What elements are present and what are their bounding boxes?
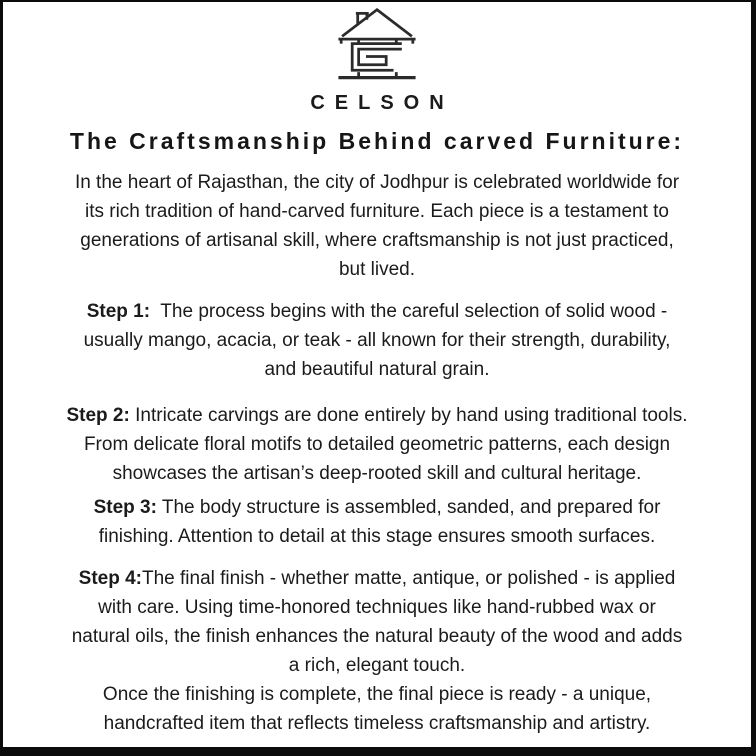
house-monogram-icon (331, 6, 423, 85)
step-3-text: The body structure is assembled, sanded, and prepared for (156, 497, 661, 518)
closing-paragraph (3, 680, 751, 738)
step-1-label: Step 1: (86, 301, 151, 322)
step-4-paragraph (3, 564, 751, 680)
text-line: natural oils, the finish enhances the natural beauty of the wood and adds (71, 626, 683, 647)
text-line: with care. Using time-honored techniques like hand-rubbed wax or (98, 597, 656, 618)
text-line: showcases the artisan’s deep-rooted skill and cultural heritage. (112, 463, 642, 484)
step-1-paragraph (3, 297, 751, 384)
text-line: a rich, elegant touch. (288, 655, 466, 676)
roof-icon (342, 10, 412, 37)
step-2-label: Step 2: (66, 405, 130, 426)
text-line: usually mango, acacia, or teak - all known for their strength, durability, (83, 330, 671, 351)
step-2-paragraph (3, 401, 751, 488)
text-line: but lived. (338, 259, 416, 280)
text-line: finishing. Attention to detail at this stage ensures smooth surfaces. (98, 526, 656, 547)
text-line: Once the finishing is complete, the final piece is ready - a unique, (102, 684, 652, 705)
step-4-label: Step 4: (78, 568, 142, 589)
intro-paragraph (3, 168, 751, 284)
brand-logo (3, 6, 751, 85)
step-4-text: The final finish - whether matte, antique, or polished - is applied (142, 568, 676, 589)
text-line (3, 493, 751, 522)
text-line (3, 401, 751, 430)
step-1-text: The process begins with the careful selection of solid wood - (150, 301, 668, 322)
text-line (3, 297, 751, 326)
step-3-label: Step 3: (93, 497, 157, 518)
text-line: and beautiful natural grain. (264, 359, 490, 380)
step-2-text: Intricate carvings are done entirely by hand using traditional tools. (129, 405, 688, 426)
text-line: From delicate floral motifs to detailed geometric patterns, each design (83, 434, 671, 455)
text-line: handcrafted item that reflects timeless craftsmanship and artistry. (103, 713, 651, 734)
brand-name: CELSON (310, 92, 454, 114)
text-line: In the heart of Rajasthan, the city of Jodhpur is celebrated worldwide for (74, 172, 680, 193)
text-line: its rich tradition of hand-carved furniture. Each piece is a testament to (84, 201, 670, 222)
page-title: The Craftsmanship Behind carved Furniture: (69, 128, 685, 154)
step-3-paragraph (3, 493, 751, 551)
monogram-inner-icon (359, 49, 402, 65)
text-line: generations of artisanal skill, where craftsmanship is not just practiced, (80, 230, 674, 251)
text-line (3, 564, 751, 593)
